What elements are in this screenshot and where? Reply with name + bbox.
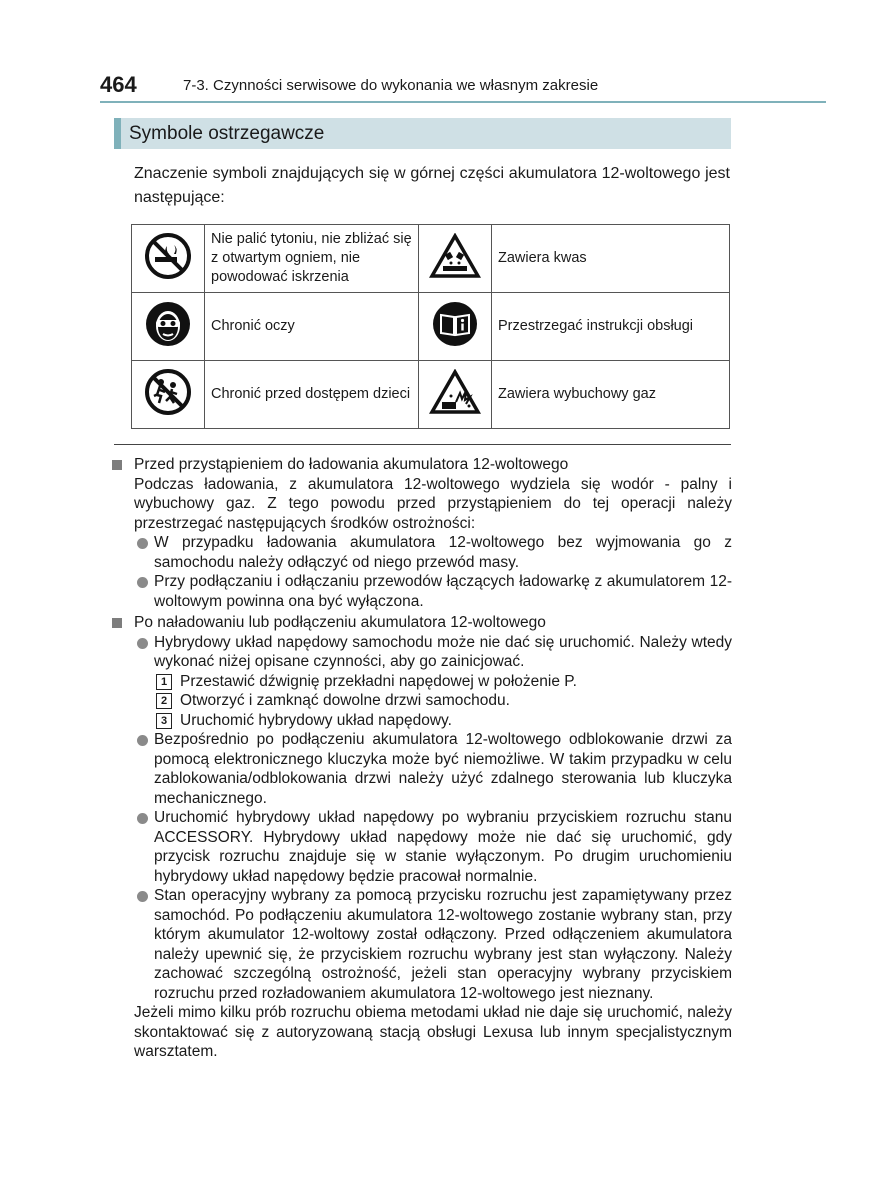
page-header <box>100 72 826 100</box>
symbol-text: Nie palić tytoniu, nie zbliżać się z otwartym ogniem, nie powodować iskrzenia <box>205 225 419 293</box>
circle-bullet-icon <box>137 577 148 588</box>
circle-bullet-icon <box>137 735 148 746</box>
circle-bullet-icon <box>137 538 148 549</box>
subheading-after-charging: Po naładowaniu lub podłączeniu akumulatora 12-woltowego <box>112 613 732 633</box>
symbol-text: Chronić oczy <box>205 293 419 361</box>
list-item: Stan operacyjny wybrany za pomocą przycisku rozruchu jest zapamiętywany przez samochód. Po podłączeniu akumulatora 12-woltowego zostanie wybrany stan, przy którym akumulator 12-woltowy został odłączony. Przed odłączeniem akumulatora należy upewnić się, że przyciskiem rozruchu wybrany jest stan wyłączony. Należy zachować szczególną ostrożność, jeżeli stan operacyjny wybrany przyciskiem rozruchu przed rozładowaniem akumulatora 12-woltowego jest nieznany. <box>112 886 732 1003</box>
body-text <box>112 453 732 1062</box>
table-row <box>132 361 730 429</box>
symbol-text: Zawiera wybuchowy gaz <box>492 361 730 429</box>
step-number: 1 <box>156 674 172 690</box>
circle-bullet-icon <box>137 638 148 649</box>
warning-symbols-table <box>131 224 730 429</box>
list-item: Uruchomić hybrydowy układ napędowy po wybraniu przyciskiem rozruchu stanu ACCESSORY. Hybrydowy układ napędowy może nie dać się uruchomić, gdy przycisk rozruchu znajduje się w stanie wyłączonym. Po drugim uruchomieniu hybrydowy układ napędowy będzie pracował normalnie. <box>112 808 732 886</box>
section-accent <box>114 118 121 149</box>
page-number: 464 <box>100 72 137 97</box>
square-bullet-icon <box>112 460 122 470</box>
closing-paragraph: Jeżeli mimo kilku prób rozruchu obiema metodami układ nie daje się uruchomić, należy skontaktować się z autoryzowaną stacją obsługi Lexusa lub innym specjalistycznym warsztatem. <box>134 1004 732 1060</box>
square-bullet-icon <box>112 618 122 628</box>
list-item: W przypadku ładowania akumulatora 12-woltowego bez wyjmowania go z samochodu należy odłączyć od niego przewód masy. <box>112 533 732 572</box>
subheading-charging: Przed przystąpieniem do ładowania akumulatora 12-woltowego <box>112 455 732 475</box>
step-number: 2 <box>156 693 172 709</box>
symbol-text: Chronić przed dostępem dzieci <box>205 361 419 429</box>
explosive-gas-icon <box>419 361 492 429</box>
step-item: 3 Uruchomić hybrydowy układ napędowy. <box>112 711 732 731</box>
eye-protection-icon <box>132 293 205 361</box>
section-title: Symbole ostrzegawcze <box>129 123 325 144</box>
list-item: Bezpośrednio po podłączeniu akumulatora 12-woltowego odblokowanie drzwi za pomocą elektronicznego kluczyka może być niemożliwe. W takim przypadku w celu zablokowania/odblokowania drzwi należy użyć zdalnego sterowania lub kluczyka mechanicznego. <box>112 730 732 808</box>
table-row <box>132 293 730 361</box>
symbol-text: Przestrzegać instrukcji obsługi <box>492 293 730 361</box>
keep-children-away-icon <box>132 361 205 429</box>
table-row <box>132 225 730 293</box>
header-rule <box>100 101 826 103</box>
running-title: 7-3. Czynności serwisowe do wykonania we własnym zakresie <box>183 77 599 94</box>
list-item: Przy podłączaniu i odłączaniu przewodów łączących ładowarkę z akumulatorem 12-woltowym powinna ona być wyłączona. <box>112 572 732 611</box>
symbol-text: Zawiera kwas <box>492 225 730 293</box>
section-heading-bar <box>114 118 731 149</box>
section-divider <box>114 444 731 445</box>
read-manual-icon <box>419 293 492 361</box>
step-item: 1 Przestawić dźwignię przekładni napędowej w położenie P. <box>112 672 732 692</box>
step-number: 3 <box>156 713 172 729</box>
circle-bullet-icon <box>137 813 148 824</box>
step-item: 2 Otworzyć i zamknąć dowolne drzwi samochodu. <box>112 691 732 711</box>
list-item: Hybrydowy układ napędowy samochodu może nie dać się uruchomić. Należy wtedy wykonać niżej opisane czynności, aby go zainicjować. <box>112 633 732 672</box>
paragraph: Podczas ładowania, z akumulatora 12-woltowego wydziela się wodór - palny i wybuchowy gaz. Z tego powodu przed przystąpieniem do tej operacji należy przestrzegać następujących środków ostrożności: <box>134 475 732 532</box>
intro-text: Znaczenie symboli znajdujących się w górnej części akumulatora 12-woltowego jest następujące: <box>134 165 730 206</box>
circle-bullet-icon <box>137 891 148 902</box>
no-smoking-icon <box>132 225 205 293</box>
acid-warning-icon <box>419 225 492 293</box>
